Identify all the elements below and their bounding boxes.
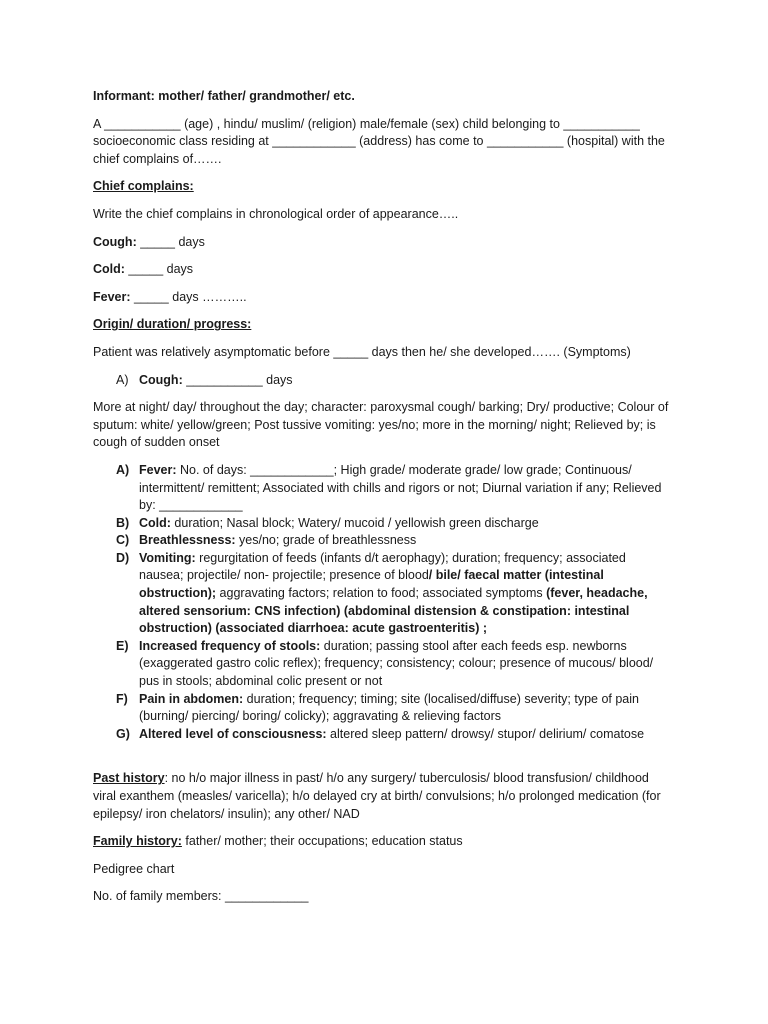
list-marker: A): [116, 372, 129, 387]
fever-line: Fever: _____ days ………..: [93, 289, 247, 304]
list-item-stools: E) Increased frequency of stools: duration; passing stool after each feeds esp. newborns (exaggerated gastro colic reflex); frequency; consistency; colour; presence of mucous/ blood/ pus in stools; abdominal colic present or not: [93, 638, 673, 691]
origin-text: Patient was relatively asymptomatic before _____ days then he/ she developed……. (Symptoms): [93, 344, 631, 359]
list-item-breathlessness: C) Breathlessness: yes/no; grade of breathlessness: [93, 532, 673, 550]
past-history-paragraph: Past history: no h/o major illness in past/ h/o any surgery/ tuberculosis/ blood transfusion/ childhood viral exanthem (measles/ varicella); h/o delayed cry at birth/ convulsions; h/o prolonged medication (for epilepsy/ iron chelators/ insulin); any other/ NAD: [93, 771, 661, 821]
chief-complains-instruction: Write the chief complains in chronological order of appearance…..: [93, 206, 459, 221]
chief-complains-heading: Chief complains:: [93, 179, 194, 194]
origin-heading: Origin/ duration/ progress:: [93, 317, 252, 332]
list-marker: E): [116, 638, 129, 653]
list-item-consciousness: G) Altered level of consciousness: altered sleep pattern/ drowsy/ stupor/ delirium/ comatose: [93, 726, 673, 744]
list-marker: G): [116, 726, 130, 741]
list-item-cough: A) Cough: ___________ days: [93, 372, 673, 390]
pedigree-chart-label: Pedigree chart: [93, 861, 175, 876]
list-item-pain-abdomen: F) Pain in abdomen: duration; frequency; timing; site (localised/diffuse) severity; type of pain (burning/ piercing/ boring/ colicky); aggravating & relieving factors: [93, 691, 673, 726]
informant-line: Informant: mother/ father/ grandmother/ etc.: [93, 89, 355, 103]
list-marker: F): [116, 691, 128, 706]
family-members-line: No. of family members: ____________: [93, 889, 309, 904]
list-marker: C): [116, 533, 130, 548]
cold-line: Cold: _____ days: [93, 262, 194, 277]
list-marker: D): [116, 550, 130, 565]
intro-paragraph: A ___________ (age) , hindu/ muslim/ (religion) male/female (sex) child belonging to ___________ socioeconomic class residing at ____________ (address) has come to ___________ (hospital) with the chief complains of…….: [93, 116, 665, 166]
symptom-list: [93, 462, 673, 744]
list-item-fever: A) Fever: No. of days: ____________; High grade/ moderate grade/ low grade; Continuous/ intermittent/ remittent; Associated with chills and rigors or not; Diurnal variation if any; Relieved by: ____________: [93, 462, 673, 515]
family-history-paragraph: Family history: father/ mother; their occupations; education status: [93, 834, 463, 849]
cough-line: Cough: _____ days: [93, 234, 205, 249]
document-content: [93, 88, 673, 906]
list-item-cold: B) Cold: duration; Nasal block; Watery/ mucoid / yellowish green discharge: [93, 515, 673, 533]
list-marker: A): [116, 462, 130, 477]
list-item-vomiting: D) Vomiting: regurgitation of feeds (infants d/t aerophagy); duration; frequency; associated nausea; projectile/ non- projectile; presence of blood/ bile/ faecal matter (intestinal obstruction); aggravating factors; relation to food; associated symptoms (fever, headache, altered sensorium: CNS infection) (abdominal distension & constipation: intestinal obstruction) (associated diarrhoea: acute gastroenteritis) ;: [93, 550, 673, 638]
cough-detail-paragraph: More at night/ day/ throughout the day; character: paroxysmal cough/ barking; Dry/ productive; Colour of sputum: white/ yellow/green; Post tussive vomiting: yes/no; more in the morning/ night; Relieved by; is cough of sudden onset: [93, 400, 669, 450]
list-marker: B): [116, 515, 130, 530]
